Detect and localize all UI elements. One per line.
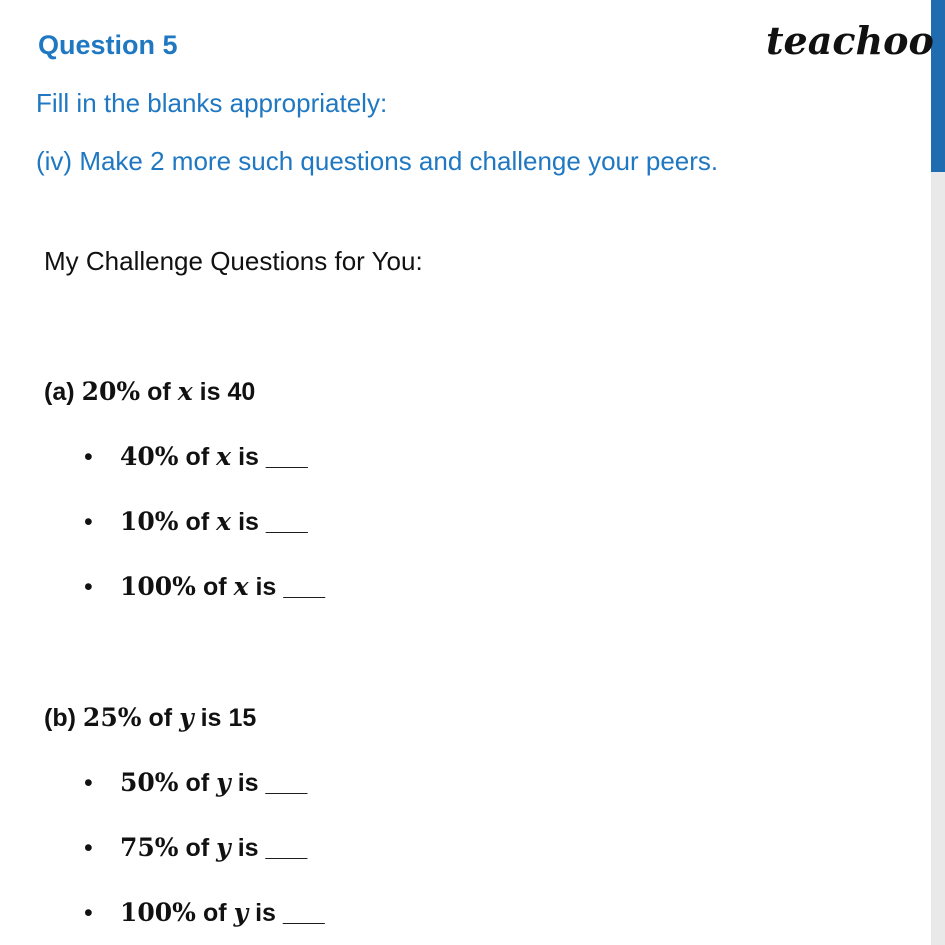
question-title: Question 5 (38, 30, 178, 60)
bullet-icon: • (84, 443, 93, 471)
bullet-icon: • (84, 834, 93, 862)
is-word: is (237, 834, 259, 862)
part-a-item-2 (84, 507, 308, 537)
variable: x (216, 507, 232, 536)
variable: x (177, 377, 193, 406)
part-b-statement (44, 703, 256, 733)
of-word: of (185, 508, 210, 536)
answer-blank: ___ (265, 834, 308, 862)
is-word: is (200, 704, 222, 732)
prompt-line-1: Fill in the blanks appropriately: (36, 88, 388, 118)
of-word: of (185, 443, 210, 471)
part-a-statement (44, 377, 255, 407)
prompt-line-2: (iv) Make 2 more such questions and challenge your peers. (36, 146, 719, 176)
of-word: of (185, 834, 210, 862)
variable: x (233, 572, 249, 601)
part-label: (b) (44, 704, 76, 732)
percent-value: 75% (120, 833, 179, 862)
part-b-item-2 (84, 833, 307, 863)
given-value: 40 (227, 378, 256, 406)
percent-value: 10% (120, 507, 179, 536)
of-word: of (202, 899, 227, 927)
variable: y (216, 833, 231, 862)
is-word: is (238, 508, 259, 536)
percent-value: 25% (82, 703, 142, 732)
percent-value: 100% (120, 898, 196, 927)
variable: x (216, 442, 232, 471)
teachoo-logo: teachoo (766, 18, 934, 63)
percent-value: 40% (120, 442, 179, 471)
bullet-icon: • (84, 769, 93, 797)
of-word: of (148, 704, 173, 732)
challenge-heading: My Challenge Questions for You: (44, 246, 423, 276)
is-word: is (255, 899, 276, 927)
percent-value: 50% (120, 768, 179, 797)
answer-blank: ___ (265, 769, 308, 797)
variable: y (233, 898, 249, 927)
of-word: of (202, 573, 227, 601)
bullet-icon: • (84, 508, 93, 536)
is-word: is (237, 769, 259, 797)
answer-blank: ___ (265, 508, 308, 536)
is-word: is (199, 378, 221, 406)
is-word: is (238, 443, 259, 471)
variable: y (179, 703, 194, 732)
part-b-item-3 (84, 898, 325, 928)
of-word: of (147, 378, 171, 406)
variable: y (216, 768, 231, 797)
part-a-item-3 (84, 572, 325, 602)
of-word: of (185, 769, 210, 797)
answer-blank: ___ (282, 899, 325, 927)
part-label: (a) (44, 378, 75, 406)
bullet-icon: • (84, 899, 93, 927)
given-value: 15 (228, 704, 257, 732)
part-b-item-1 (84, 768, 307, 798)
is-word: is (255, 573, 277, 601)
bullet-icon: • (84, 573, 93, 601)
answer-blank: ___ (283, 573, 326, 601)
answer-blank: ___ (265, 443, 308, 471)
part-a-item-1 (84, 442, 308, 472)
percent-value: 20% (81, 377, 141, 406)
percent-value: 100% (120, 572, 196, 601)
side-scroll-bar[interactable] (931, 0, 945, 945)
